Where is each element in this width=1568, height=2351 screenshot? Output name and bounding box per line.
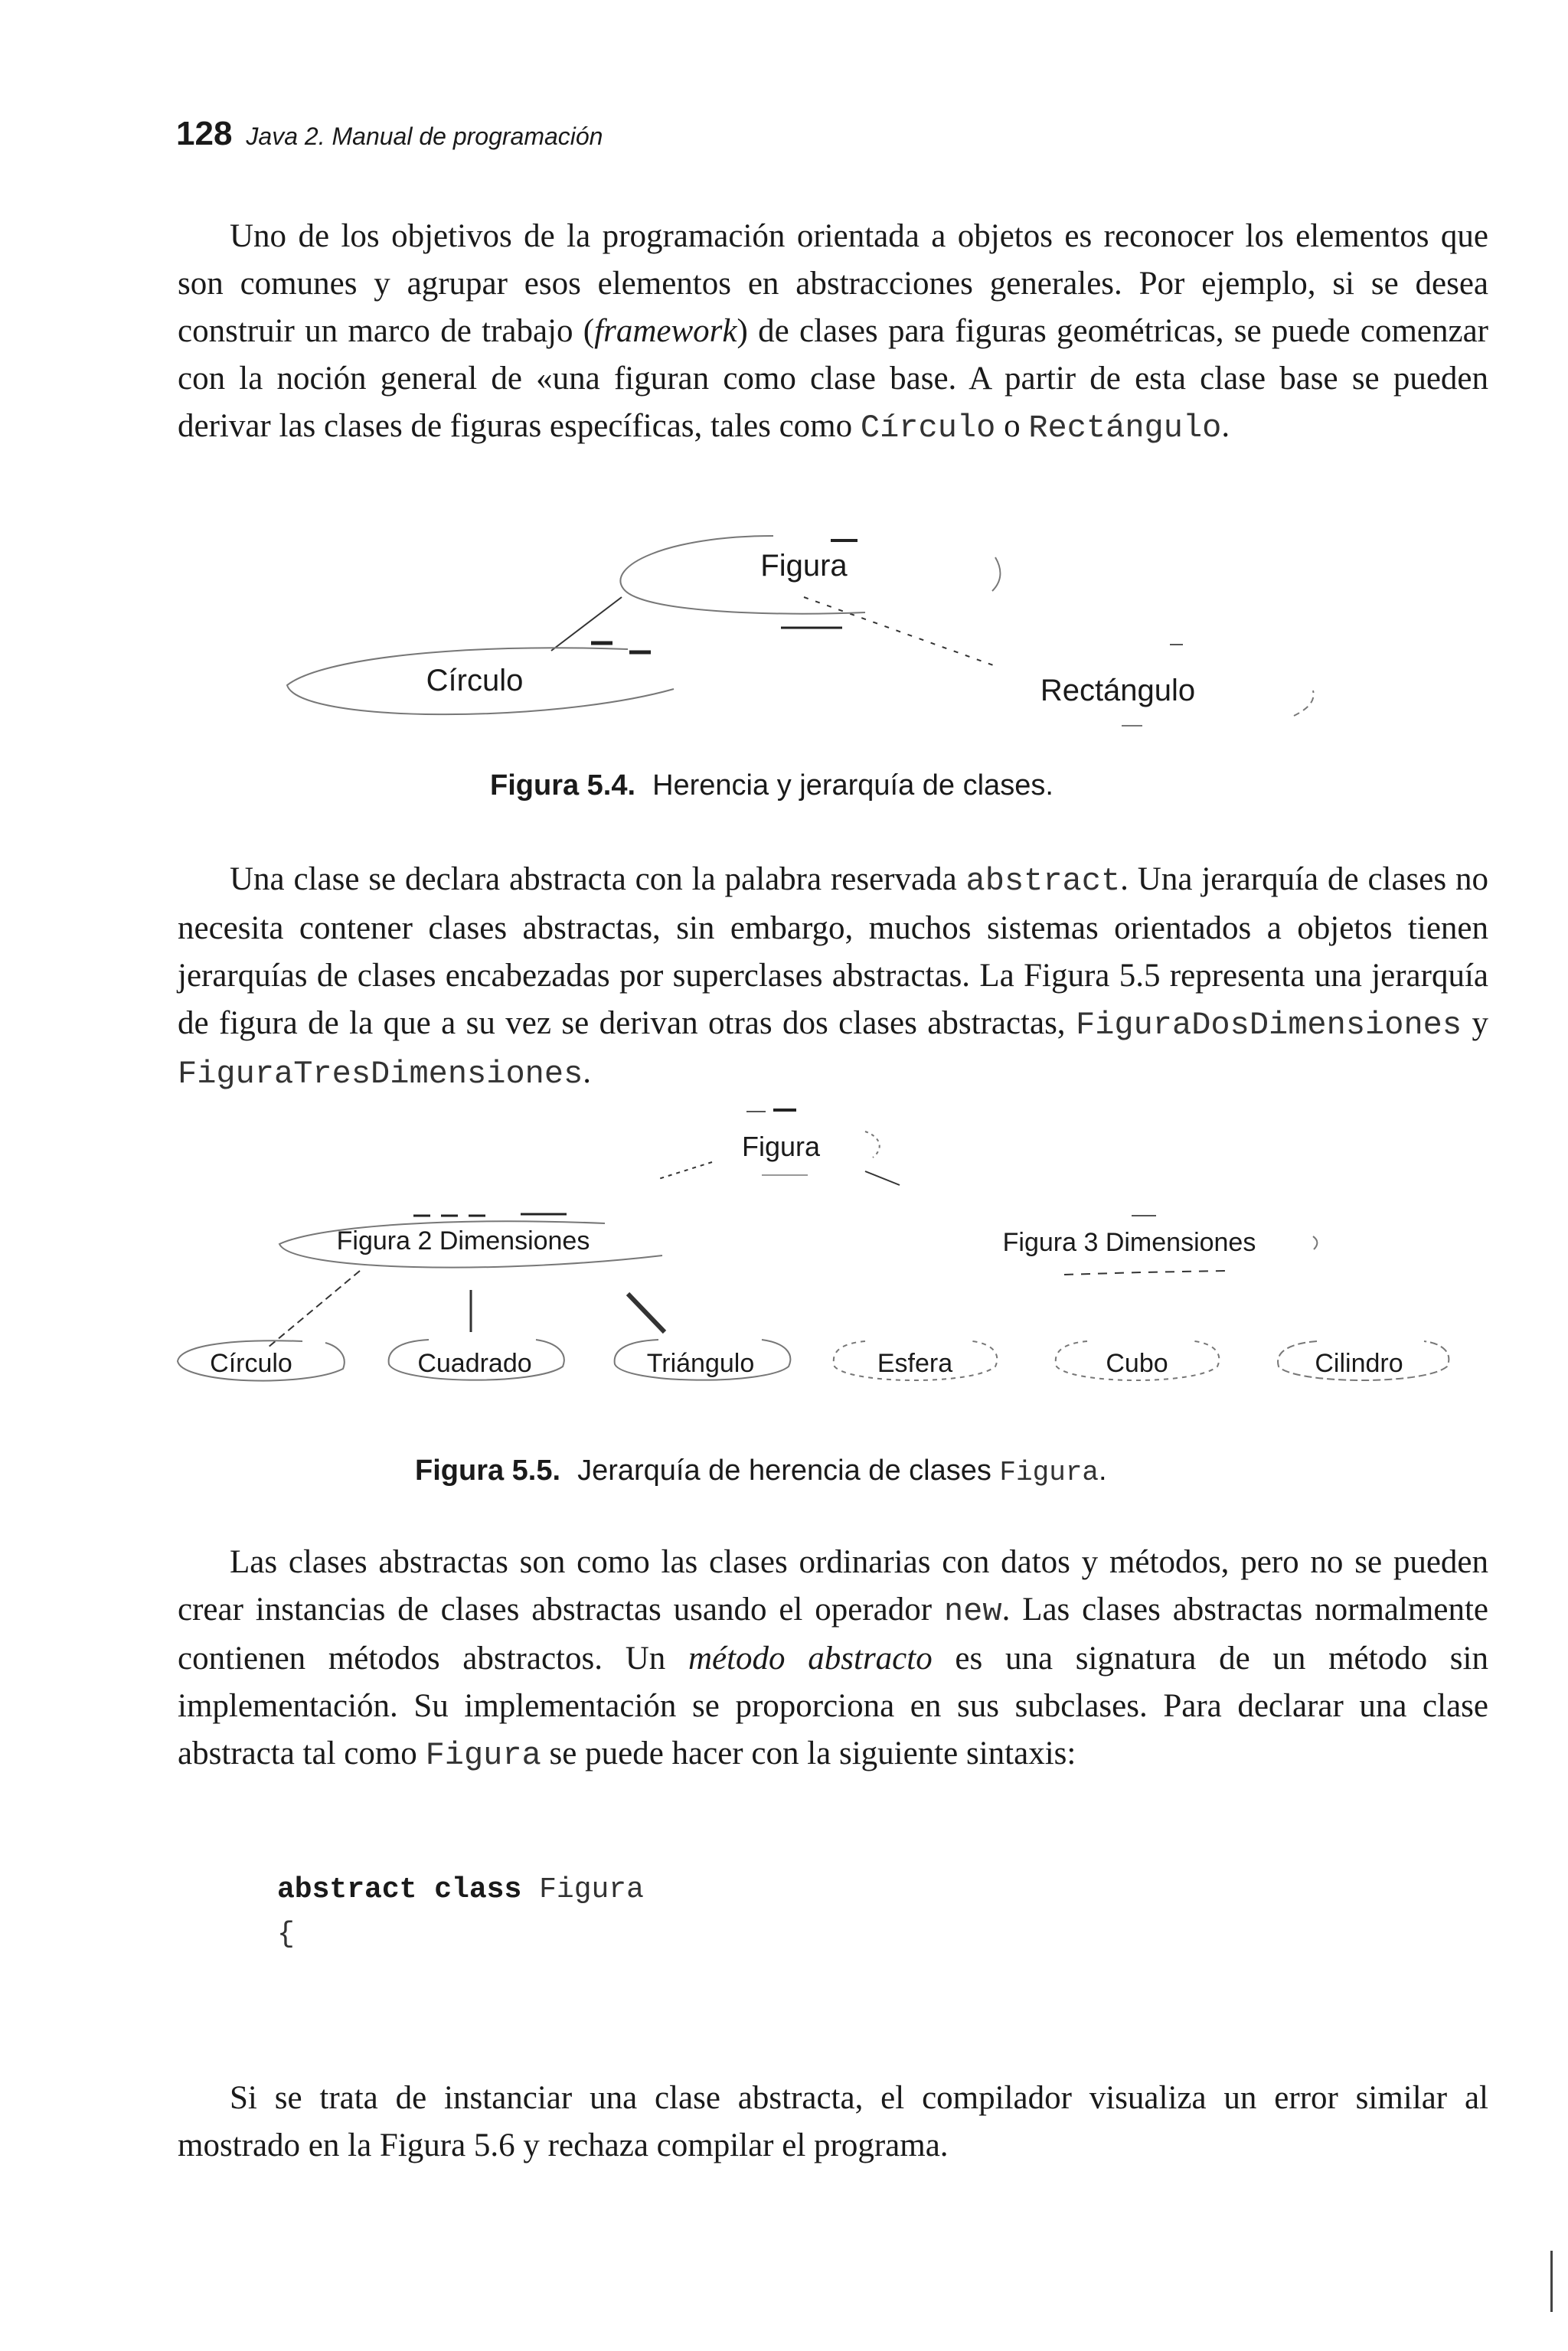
code-abstract: abstract (965, 863, 1121, 900)
node-figura-3d (1003, 1216, 1318, 1257)
label-figura-root: Figura (741, 1131, 821, 1162)
label-triangulo: Triángulo (646, 1349, 755, 1378)
code-figura: Figura (425, 1737, 541, 1774)
label-rectangulo: Rectángulo (1040, 674, 1196, 707)
label-cubo: Cubo (1106, 1349, 1168, 1378)
node-triangulo (615, 1340, 791, 1380)
caption-text: Herencia y jerarquía de clases. (652, 769, 1054, 802)
paragraph-2: Una clase se declara abstracta con la palabra reservada abstract. Una jerarquía de clases no necesita contener clases abstractas, sin embargo, muchos sistemas orientados a objetos tienen jerarquías de clases encabezadas por superclases abstractas. La Figura 5.5 representa una jerarquía de figura de la que a su vez se derivan otras dos clases abstractas, FiguraDosDimensiones y FiguraTresDimensiones. (178, 861, 1489, 1092)
code-rectangulo: Rectángulo (1028, 410, 1222, 446)
code-keyword-class: class (434, 1873, 522, 1906)
node-figura-root (620, 536, 1000, 628)
edge-3d-children (1064, 1271, 1225, 1275)
edge-2d-triangulo (628, 1294, 665, 1332)
paragraph-4: Si se trata de instanciar una clase abstracta, el compilador visualiza un error similar al mostrado en la Figura 5.6 y rechaza compilar el programa. (178, 2080, 1488, 2163)
code-figura-dos-dimensiones: FiguraDosDimensiones (1075, 1007, 1462, 1043)
code-class-name: Figura (539, 1873, 644, 1906)
node-circulo-5-5 (178, 1340, 345, 1380)
code-new: new (943, 1593, 1002, 1630)
label-circulo: Círculo (426, 664, 524, 697)
figure-5-5-caption: Figura 5.5. Jerarquía de herencia de clases Figura. (415, 1455, 1107, 1488)
paragraph-1: Uno de los objetivos de la programación orientada a objetos es reconocer los elementos que son comunes y agrupar esos elementos en abstracciones generales. Por ejemplo, si se desea construir un marco de trabajo (framework) de clases para figuras geométricas, se puede comenzar con la noción general de «una figuran como clase base. A partir de esta clase base se pueden derivar las clases de figuras específicas, tales como Círculo o Rectángulo. (178, 218, 1489, 446)
node-circulo (287, 643, 674, 714)
metodo-abstracto-term: método abstracto (688, 1641, 933, 1677)
code-block (277, 1868, 644, 1957)
label-circulo-5-5: Círculo (210, 1349, 292, 1378)
code-keyword-abstract: abstract (277, 1873, 417, 1906)
node-figura-2d (279, 1214, 662, 1268)
edge-figura-rectangulo (804, 597, 995, 666)
paragraph-3: Las clases abstractas son como las clases ordinarias con datos y métodos, pero no se pueden crear instancias de clases abstractas usando el operador new. Las clases abstractas normalmente contienen métodos abstractos. Un método abstracto es una signatura de un método sin implementación. Su implementación se proporciona en sus subclases. Para declarar una clase abstracta tal como Figura se puede hacer con la siguiente sintaxis: (178, 1544, 1488, 1774)
node-cubo (1056, 1341, 1220, 1380)
running-header (176, 115, 603, 153)
code-open-brace: { (277, 1918, 295, 1951)
edge-2d-circulo (268, 1271, 360, 1347)
code-figura-tres-dimensiones: FiguraTresDimensiones (178, 1056, 583, 1092)
label-figura-3d: Figura 3 Dimensiones (1002, 1228, 1256, 1257)
label-figura-2d: Figura 2 Dimensiones (336, 1226, 590, 1255)
edge-root-2d (658, 1162, 712, 1179)
code-circulo: Círculo (860, 410, 996, 446)
label-esfera: Esfera (877, 1349, 953, 1378)
node-cilindro (1278, 1341, 1449, 1380)
label-cuadrado: Cuadrado (417, 1349, 532, 1378)
framework-term: framework (594, 313, 737, 349)
node-cuadrado (389, 1340, 564, 1380)
caption-label: Figura 5.5. (415, 1455, 561, 1487)
node-figura-root-5-5 (742, 1110, 880, 1175)
margin-mark (1550, 2251, 1553, 2312)
caption-label: Figura 5.4. (490, 769, 636, 802)
node-esfera (834, 1341, 998, 1380)
figure-5-4-edges (551, 597, 995, 666)
node-rectangulo (1040, 645, 1314, 726)
book-title: Java 2. Manual de programación (246, 122, 603, 150)
figure-5-5-diagram (0, 1102, 1568, 1424)
label-figura: Figura (760, 549, 848, 583)
caption-code: Figura (999, 1457, 1099, 1488)
label-cilindro: Cilindro (1315, 1349, 1403, 1378)
figure-5-4-diagram (0, 521, 1568, 766)
edge-root-3d (865, 1171, 900, 1185)
caption-text: Jerarquía de herencia de clases (577, 1455, 1000, 1487)
figure-5-4-caption (490, 769, 1054, 802)
page-number: 128 (176, 115, 233, 152)
